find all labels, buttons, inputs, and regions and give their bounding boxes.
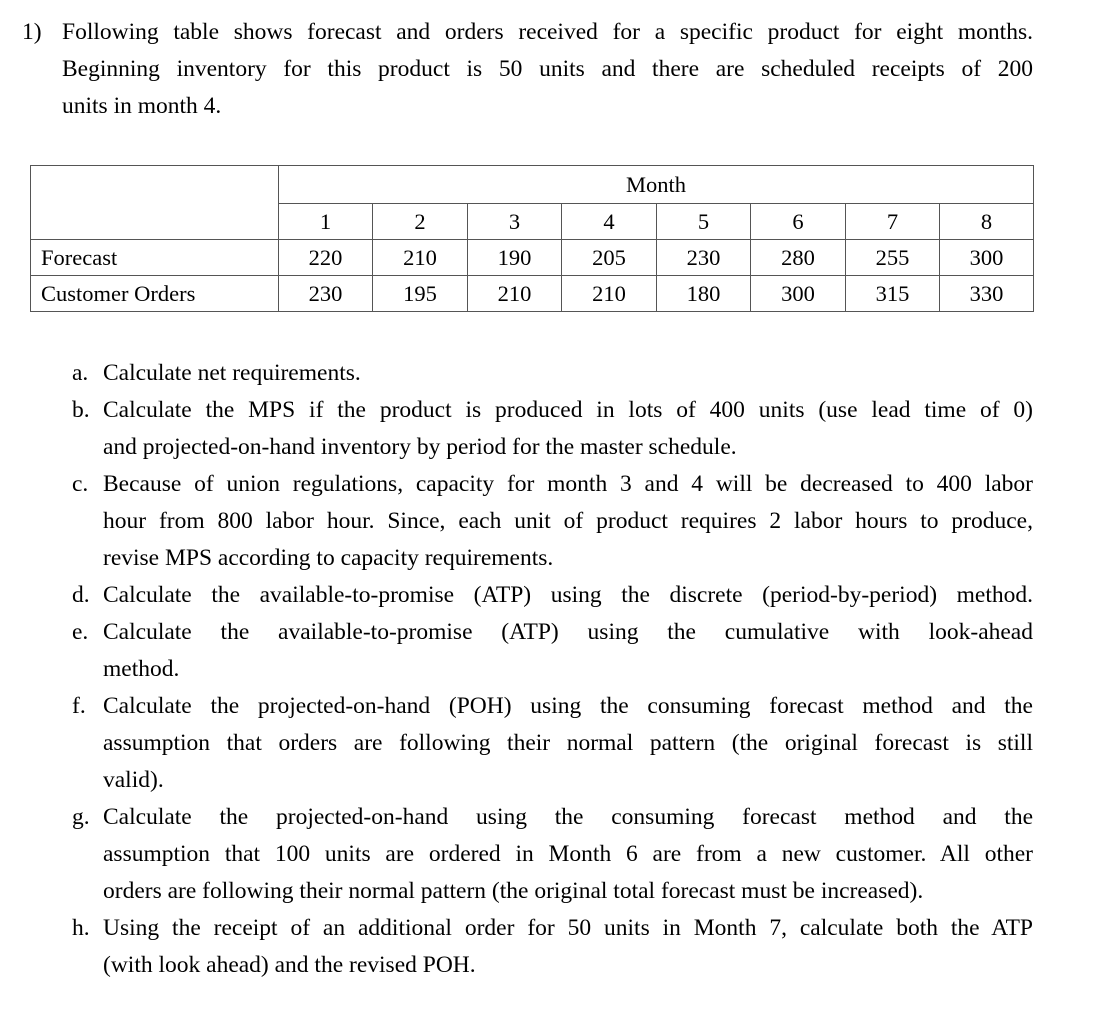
item-marker: f. (72, 693, 86, 719)
item-line: revise MPS according to capacity requirements. (103, 545, 554, 571)
item-line: Calculate the available-to-promise (ATP) using the discrete (period-by-period) method. (103, 582, 1033, 608)
month-header: 8 (940, 204, 1034, 240)
intro-line-1: Following table shows forecast and orders received for a specific product for eight months. (62, 19, 1033, 45)
item-marker: h. (72, 915, 90, 941)
table-row-forecast (31, 240, 1034, 276)
item-marker: e. (72, 619, 89, 645)
intro-line-3: units in month 4. (62, 93, 222, 119)
item-line: Calculate the projected-on-hand using the consuming forecast method and the (103, 804, 1033, 830)
item-line: assumption that 100 units are ordered in Month 6 are from a new customer. All other (103, 841, 1033, 867)
question-number: 1) (22, 19, 42, 45)
intro-line-2: Beginning inventory for this product is 50 units and there are scheduled receipts of 200 (62, 56, 1033, 82)
item-marker: a. (72, 360, 89, 386)
item-line: orders are following their normal pattern (the original total forecast must be increased). (103, 878, 924, 904)
month-header: 3 (468, 204, 562, 240)
table-cell: 255 (846, 240, 940, 276)
item-marker: d. (72, 582, 90, 608)
question-intro (62, 14, 1033, 125)
item-line: and projected-on-hand inventory by period for the master schedule. (103, 434, 737, 460)
item-marker: c. (72, 471, 89, 497)
month-header: 2 (373, 204, 468, 240)
item-line: Calculate the available-to-promise (ATP) using the cumulative with look-ahead (103, 619, 1033, 645)
table-cell: 230 (657, 240, 751, 276)
table-cell: 230 (279, 276, 373, 312)
item-marker: g. (72, 804, 90, 830)
table-header-row (31, 166, 1034, 204)
table-cell: 180 (657, 276, 751, 312)
table-cell: 210 (468, 276, 562, 312)
item-line: valid). (103, 767, 164, 793)
month-group-header: Month (279, 166, 1034, 204)
table-cell: 315 (846, 276, 940, 312)
table-row-customer-orders (31, 276, 1034, 312)
table-cell: 220 (279, 240, 373, 276)
item-line: (with look ahead) and the revised POH. (103, 952, 476, 978)
table-cell: 210 (373, 240, 468, 276)
item-line: Calculate net requirements. (103, 360, 361, 386)
month-header: 4 (562, 204, 657, 240)
forecast-orders-table (30, 165, 1034, 312)
item-line: method. (103, 656, 180, 682)
row-label: Customer Orders (31, 276, 279, 312)
item-line: Using the receipt of an additional order for 50 units in Month 7, calculate both the ATP (103, 915, 1033, 941)
table-cell: 210 (562, 276, 657, 312)
item-line: Calculate the projected-on-hand (POH) using the consuming forecast method and the (103, 693, 1033, 719)
item-line: Calculate the MPS if the product is produced in lots of 400 units (use lead time of 0) (103, 397, 1033, 423)
item-line: assumption that orders are following their normal pattern (the original forecast is still (103, 730, 1033, 756)
table-cell: 195 (373, 276, 468, 312)
month-header: 6 (751, 204, 846, 240)
item-line: Because of union regulations, capacity for month 3 and 4 will be decreased to 400 labor (103, 471, 1033, 497)
table-cell: 300 (751, 276, 846, 312)
month-header: 1 (279, 204, 373, 240)
item-marker: b. (72, 397, 90, 423)
table-cell: 190 (468, 240, 562, 276)
table-cell: 300 (940, 240, 1034, 276)
month-header: 7 (846, 204, 940, 240)
month-header: 5 (657, 204, 751, 240)
table-corner-cell (31, 166, 279, 240)
table-cell: 205 (562, 240, 657, 276)
table-cell: 280 (751, 240, 846, 276)
row-label: Forecast (31, 240, 279, 276)
item-line: hour from 800 labor hour. Since, each unit of product requires 2 labor hours to produce, (103, 508, 1033, 534)
table-cell: 330 (940, 276, 1034, 312)
